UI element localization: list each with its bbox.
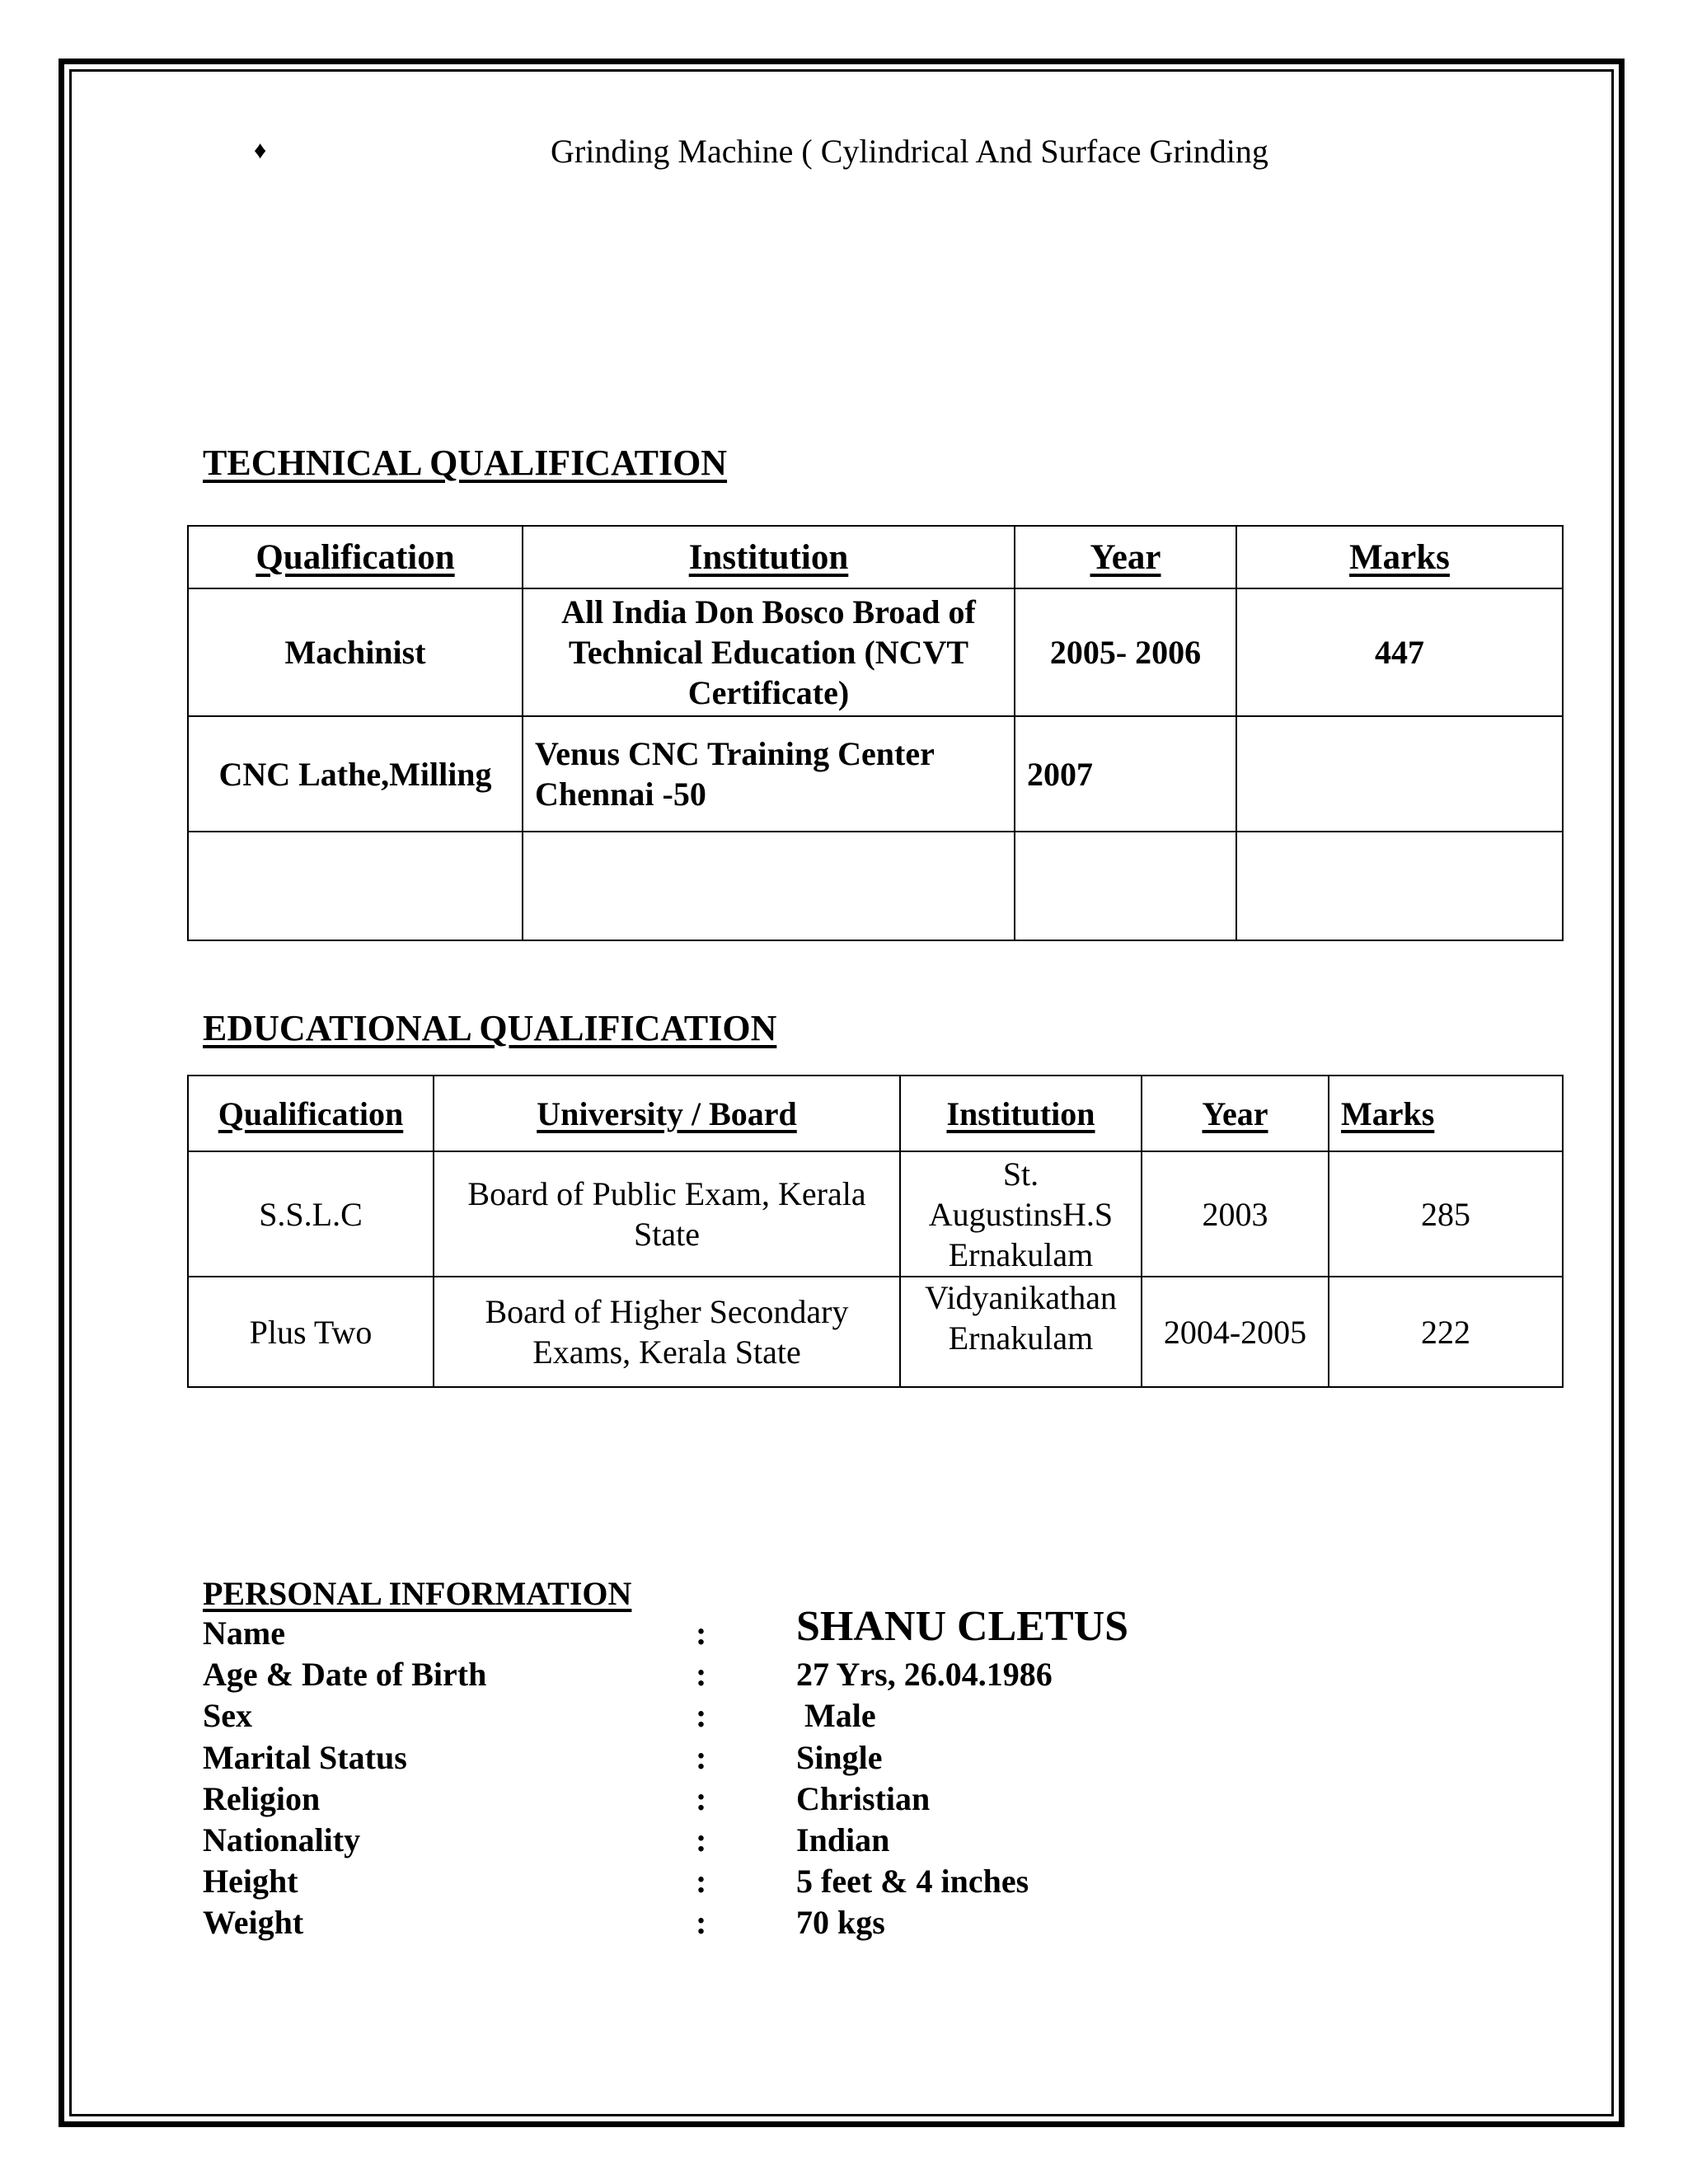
cell-qualification: CNC Lathe,Milling xyxy=(188,716,523,832)
info-value: 70 kgs xyxy=(796,1904,885,1942)
personal-information-heading: PERSONAL INFORMATION xyxy=(203,1575,632,1612)
info-value: 5 feet & 4 inches xyxy=(796,1863,1029,1900)
header-marks: Marks xyxy=(1236,526,1563,588)
cell-marks: 447 xyxy=(1236,588,1563,716)
cell-marks: 285 xyxy=(1329,1151,1563,1277)
technical-qualification-heading: TECHNICAL QUALIFICATION xyxy=(203,443,728,483)
cell-institution xyxy=(523,832,1015,940)
info-label: Nationality xyxy=(203,1821,361,1858)
header-year: Year xyxy=(1015,526,1236,588)
info-value: SHANU CLETUS xyxy=(796,1603,1129,1650)
table-header-row xyxy=(188,1076,1563,1151)
info-colon: : xyxy=(696,1738,707,1776)
cell-marks xyxy=(1236,716,1563,832)
info-colon: : xyxy=(696,1904,707,1942)
header-qualification: Qualification xyxy=(188,526,523,588)
educational-qualification-table xyxy=(187,1075,1564,1388)
cell-board: Board of Higher Secondary Exams, Kerala State xyxy=(434,1277,900,1387)
cell-qualification: S.S.L.C xyxy=(188,1151,434,1277)
cell-institution: St. AugustinsH.S Ernakulam xyxy=(900,1151,1142,1277)
info-label: Marital Status xyxy=(203,1738,407,1776)
table-row xyxy=(188,832,1563,940)
skill-text: Grinding Machine ( Cylindrical And Surface Grinding xyxy=(551,133,1268,170)
header-university-board: University / Board xyxy=(434,1076,900,1151)
cell-institution: Vidyanikathan Ernakulam xyxy=(900,1277,1142,1387)
info-label: Weight xyxy=(203,1904,304,1942)
info-label: Height xyxy=(203,1863,298,1900)
info-label: Age & Date of Birth xyxy=(203,1656,487,1694)
info-label: Name xyxy=(203,1615,285,1652)
table-row xyxy=(188,1277,1563,1387)
cell-marks: 222 xyxy=(1329,1277,1563,1387)
header-institution: Institution xyxy=(900,1076,1142,1151)
info-label: Sex xyxy=(203,1697,252,1735)
header-qualification: Qualification xyxy=(188,1076,434,1151)
table-row xyxy=(188,716,1563,832)
header-year: Year xyxy=(1142,1076,1329,1151)
diamond-bullet-icon: ♦ xyxy=(254,137,267,164)
table-header-row xyxy=(188,526,1563,588)
table-row xyxy=(188,1151,1563,1277)
info-label: Religion xyxy=(203,1779,321,1817)
technical-qualification-table xyxy=(187,525,1564,941)
table-row xyxy=(188,588,1563,716)
info-colon: : xyxy=(696,1779,707,1817)
cell-year: 2007 xyxy=(1015,716,1236,832)
info-colon: : xyxy=(696,1656,707,1694)
cell-qualification xyxy=(188,832,523,940)
cell-institution: All India Don Bosco Broad of Technical Education (NCVT Certificate) xyxy=(523,588,1015,716)
skill-bullet-item xyxy=(0,132,1688,181)
educational-qualification-heading: EDUCATIONAL QUALIFICATION xyxy=(203,1008,777,1048)
info-value: Single xyxy=(796,1738,883,1776)
cell-qualification: Plus Two xyxy=(188,1277,434,1387)
cell-qualification: Machinist xyxy=(188,588,523,716)
info-colon: : xyxy=(696,1615,707,1652)
info-colon: : xyxy=(696,1821,707,1858)
cell-year: 2004-2005 xyxy=(1142,1277,1329,1387)
info-colon: : xyxy=(696,1697,707,1735)
info-colon: : xyxy=(696,1863,707,1900)
info-value: Christian xyxy=(796,1779,931,1817)
cell-year: 2005- 2006 xyxy=(1015,588,1236,716)
cell-year xyxy=(1015,832,1236,940)
cell-institution: Venus CNC Training Center Chennai -50 xyxy=(523,716,1015,832)
cell-board: Board of Public Exam, Kerala State xyxy=(434,1151,900,1277)
header-institution: Institution xyxy=(523,526,1015,588)
header-marks: Marks xyxy=(1329,1076,1563,1151)
info-value: Male xyxy=(796,1697,876,1735)
info-value: Indian xyxy=(796,1821,890,1858)
info-value: 27 Yrs, 26.04.1986 xyxy=(796,1656,1053,1694)
cell-year: 2003 xyxy=(1142,1151,1329,1277)
cell-marks xyxy=(1236,832,1563,940)
